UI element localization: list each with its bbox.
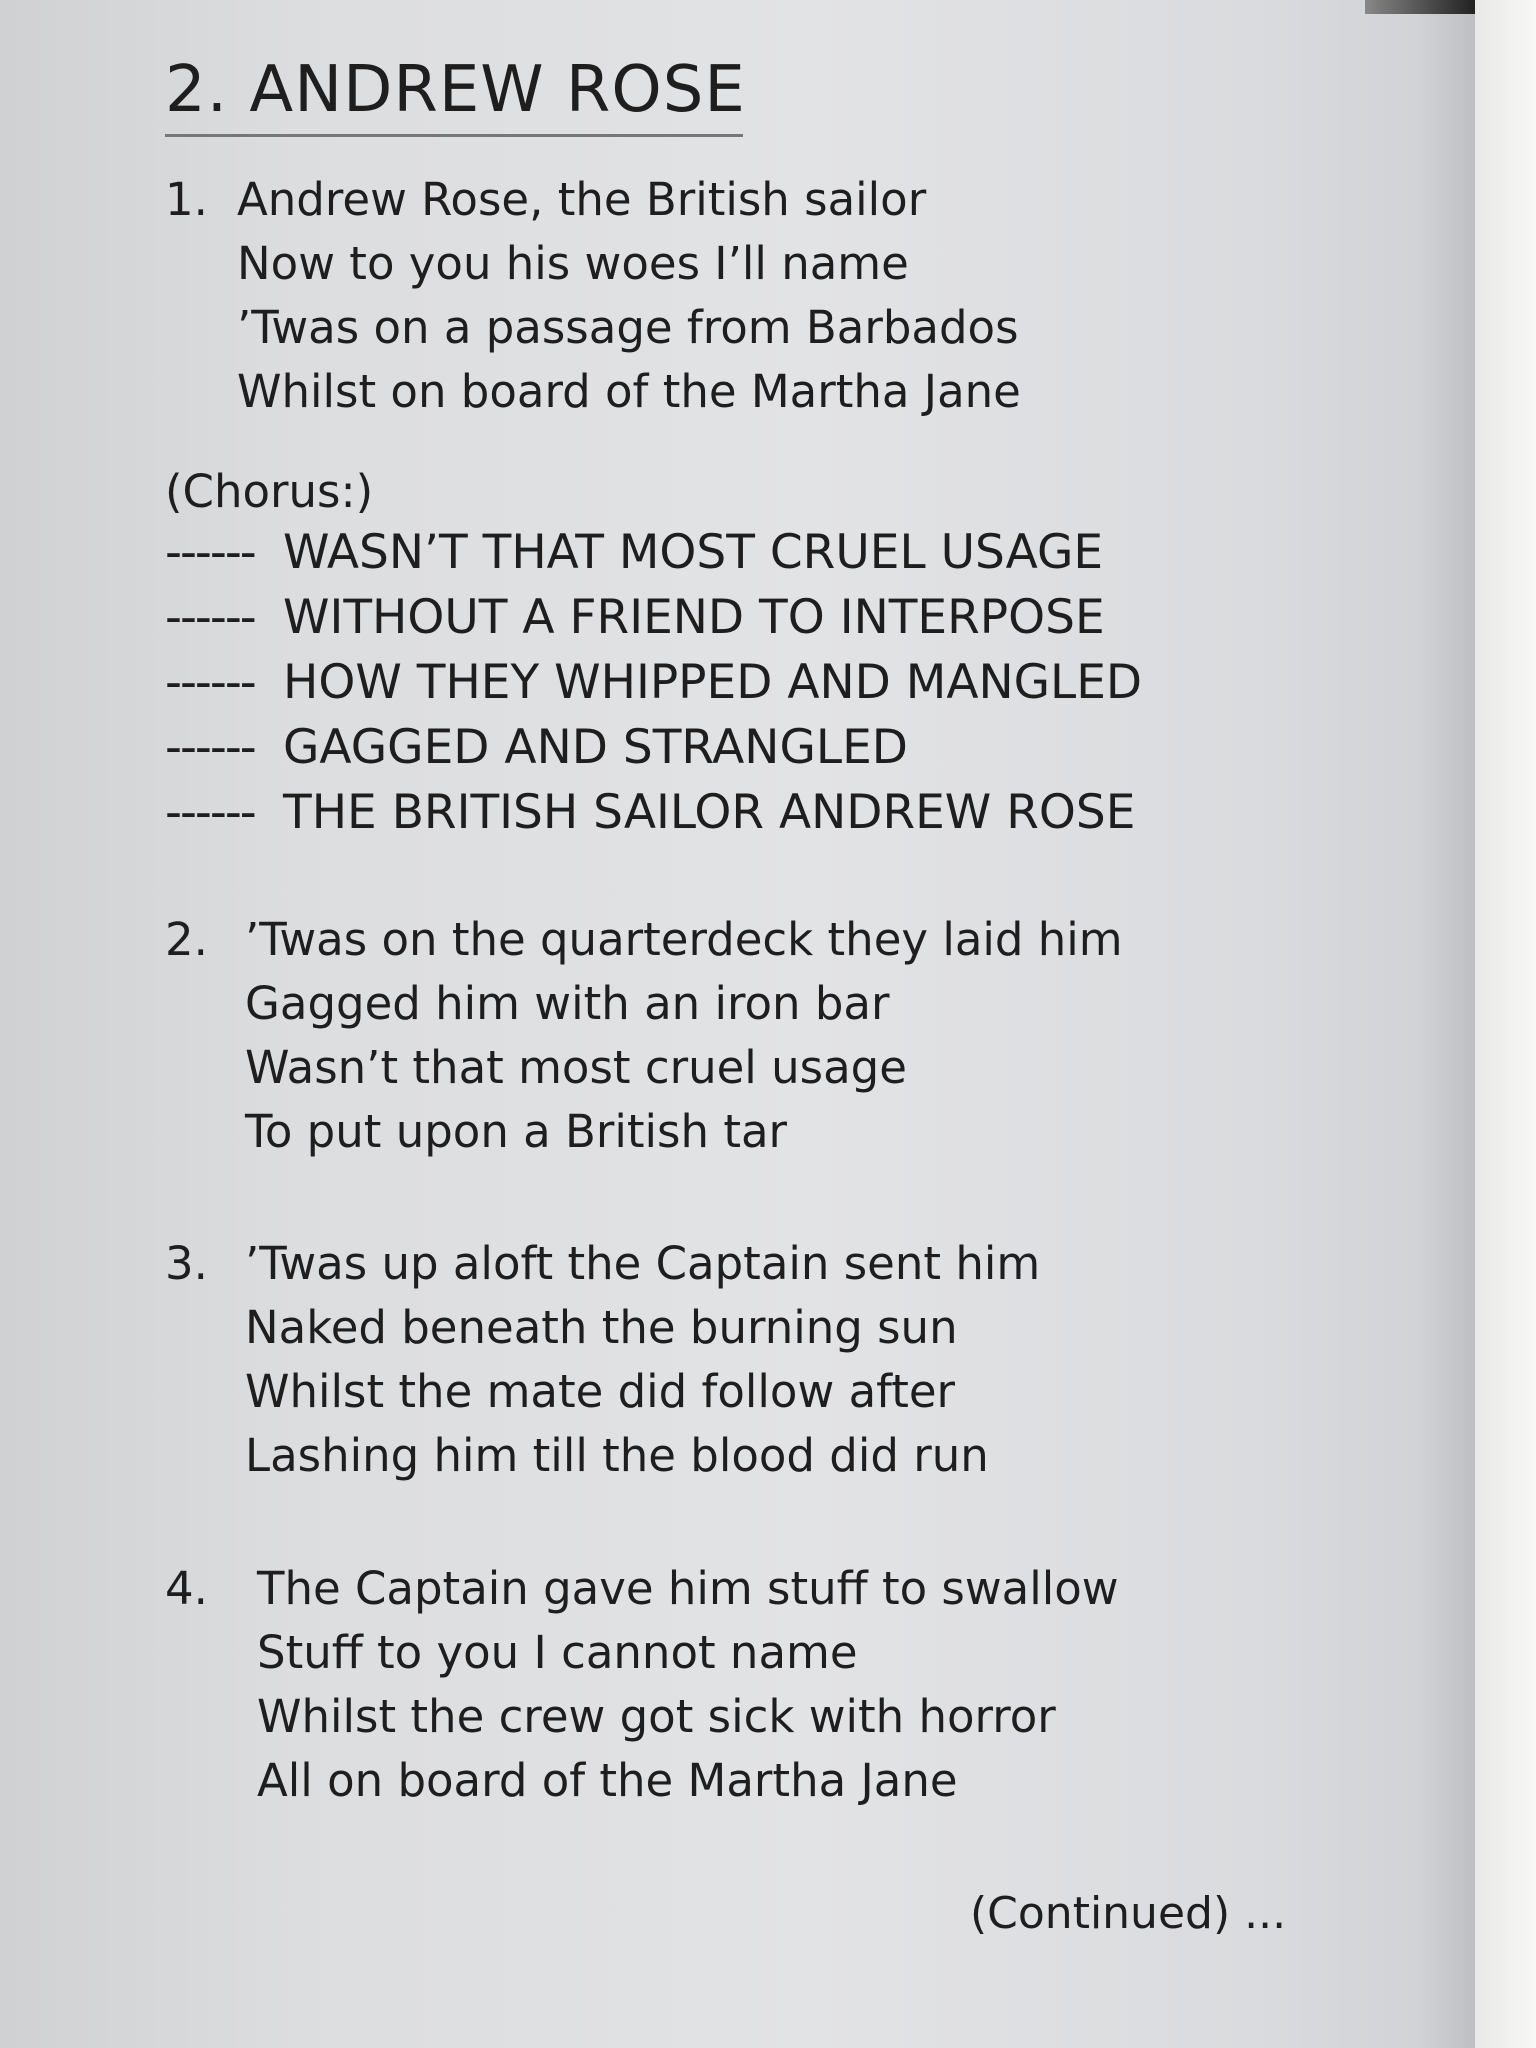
chorus-dashes: ------ bbox=[165, 590, 255, 645]
chorus-line bbox=[165, 650, 1142, 715]
chorus-line-text: THE BRITISH SAILOR ANDREW ROSE bbox=[283, 785, 1136, 840]
verse-number: 1. bbox=[165, 173, 208, 226]
chorus-line bbox=[165, 520, 1142, 585]
verse-line: ’Twas on a passage from Barbados bbox=[237, 301, 1019, 354]
verse-line: Wasn’t that most cruel usage bbox=[245, 1041, 907, 1094]
verse-2 bbox=[165, 908, 1123, 1164]
verse-line: All on board of the Martha Jane bbox=[257, 1754, 958, 1807]
chorus-label: (Chorus:) bbox=[165, 465, 374, 518]
verse-line: Andrew Rose, the British sailor bbox=[237, 173, 927, 226]
verse-3 bbox=[165, 1232, 1040, 1488]
verse-line: Whilst the mate did follow after bbox=[245, 1365, 956, 1418]
chorus-line-text: HOW THEY WHIPPED AND MANGLED bbox=[283, 655, 1143, 710]
chorus-line-text: GAGGED AND STRANGLED bbox=[283, 720, 908, 775]
verse-line: ’Twas on the quarterdeck they laid him bbox=[245, 913, 1123, 966]
verse-4 bbox=[165, 1557, 1119, 1813]
verse-line: ’Twas up aloft the Captain sent him bbox=[245, 1237, 1041, 1290]
verse-number: 4. bbox=[165, 1562, 208, 1615]
page-corner-shadow bbox=[1365, 0, 1475, 14]
chorus-line bbox=[165, 780, 1142, 845]
verse-line: Whilst the crew got sick with horror bbox=[257, 1690, 1056, 1743]
title-underline bbox=[165, 134, 743, 137]
background-surface bbox=[1475, 0, 1536, 2048]
chorus-line-text: WITHOUT A FRIEND TO INTERPOSE bbox=[283, 590, 1105, 645]
chorus-dashes: ------ bbox=[165, 720, 255, 775]
continued-note: (Continued) ... bbox=[970, 1888, 1287, 1939]
verse-line: Naked beneath the burning sun bbox=[245, 1301, 958, 1354]
verse-lines bbox=[245, 1232, 1040, 1488]
chorus-dashes: ------ bbox=[165, 525, 255, 580]
verse-line: Now to you his woes I’ll name bbox=[237, 237, 909, 290]
chorus-dashes: ------ bbox=[165, 655, 255, 710]
chorus-line-text: WASN’T THAT MOST CRUEL USAGE bbox=[283, 525, 1104, 580]
verse-lines bbox=[245, 908, 1123, 1164]
verse-line: Stuff to you I cannot name bbox=[257, 1626, 858, 1679]
verse-line: Gagged him with an iron bar bbox=[245, 977, 890, 1030]
verse-line: The Captain gave him stuff to swallow bbox=[257, 1562, 1119, 1615]
verse-line: Lashing him till the blood did run bbox=[245, 1429, 989, 1482]
chorus-line bbox=[165, 585, 1142, 650]
song-title: 2. ANDREW ROSE bbox=[165, 53, 746, 127]
chorus bbox=[165, 520, 1142, 845]
verse-number: 3. bbox=[165, 1237, 208, 1290]
verse-number: 2. bbox=[165, 913, 208, 966]
verse-1 bbox=[165, 168, 1021, 424]
chorus-line bbox=[165, 715, 1142, 780]
chorus-dashes: ------ bbox=[165, 785, 255, 840]
verse-line: Whilst on board of the Martha Jane bbox=[237, 365, 1021, 418]
page-shadow bbox=[1415, 0, 1475, 2048]
verse-lines bbox=[237, 168, 1021, 424]
verse-lines bbox=[257, 1557, 1119, 1813]
verse-line: To put upon a British tar bbox=[245, 1105, 788, 1158]
